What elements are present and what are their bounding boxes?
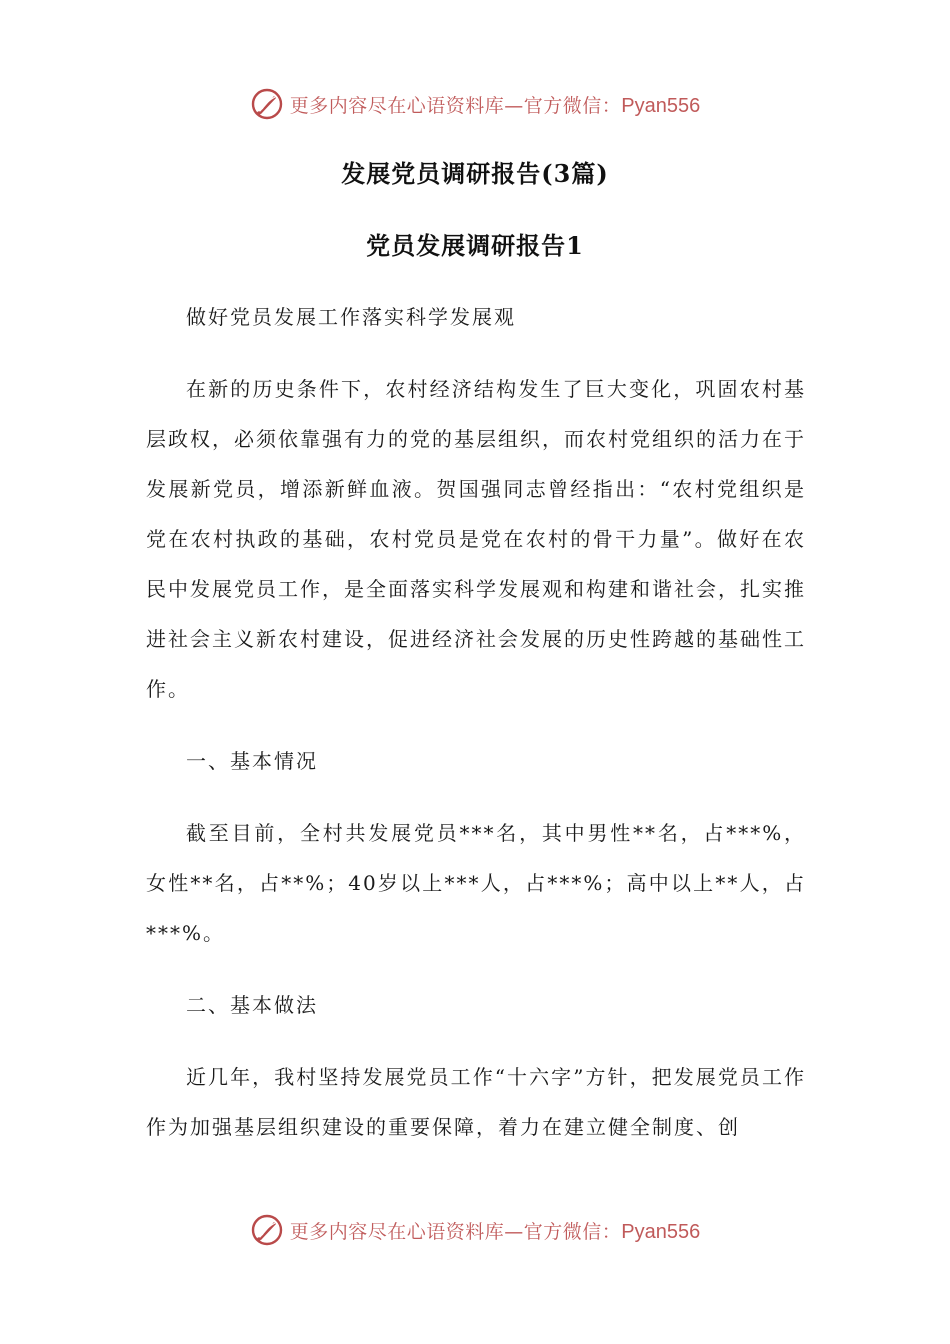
wechat-id: Pyan556: [621, 1220, 701, 1243]
section-heading-basic-situation: 一、基本情况: [186, 749, 318, 773]
paragraph-heading-intro: 做好党员发展工作落实科学发展观: [186, 305, 516, 329]
watermark-text: [290, 91, 700, 118]
quill-logo-icon: [250, 87, 284, 121]
watermark-text: [290, 1217, 700, 1244]
paragraph-statistics: 截至目前，全村共发展党员***名，其中男性**名，占***%，女性**名，占**%；40岁以上***人，占***%；高中以上**人，占***%。: [146, 821, 806, 945]
document-subtitle: 党员发展调研报告1: [366, 231, 584, 260]
section-heading-basic-practice: 二、基本做法: [186, 993, 318, 1017]
paragraph-background: 在新的历史条件下，农村经济结构发生了巨大变化，巩固农村基层政权，必须依靠强有力的党的基层组织，而农村党组织的活力在于发展新党员，增添新鲜血液。贺国强同志曾经指出：“农村党组织是党在农村执政的基础，农村党员是党在农村的骨干力量”。做好在农民中发展党员工作，是全面落实科学发展观和构建和谐社会，扎实推进社会主义新农村建设，促进经济社会发展的历史性跨越的基础性工作。: [146, 377, 806, 701]
watermark-label: 更多内容尽在心语资料库—官方微信：: [289, 1220, 622, 1243]
paragraph-practice: 近几年，我村坚持发展党员工作“十六字”方针，把发展党员工作作为加强基层组织建设的重要保障，着力在建立健全制度、创: [146, 1065, 806, 1139]
document-body: [146, 292, 806, 1152]
watermark-label: 更多内容尽在心语资料库—官方微信：: [289, 94, 622, 117]
footer-watermark: [0, 1210, 950, 1250]
document-title: 发展党员调研报告(3篇): [341, 159, 609, 188]
wechat-id: Pyan556: [621, 94, 701, 117]
quill-logo-icon: [250, 1213, 284, 1247]
header-watermark: [0, 84, 950, 124]
